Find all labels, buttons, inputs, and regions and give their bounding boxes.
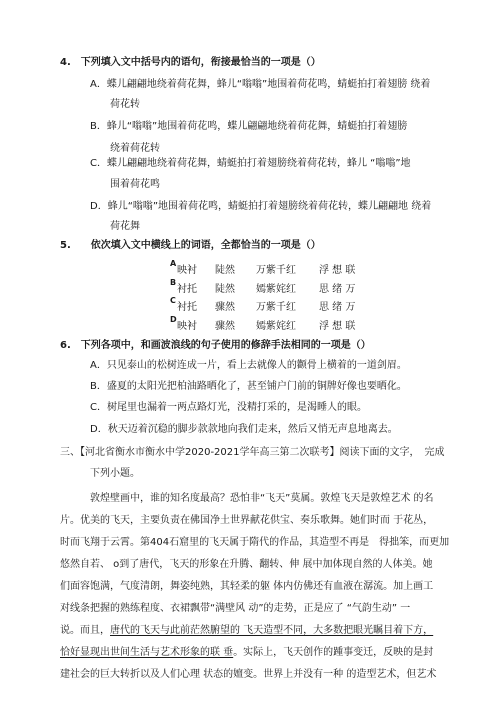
passage-text: 。实际上，飞天创作的踵事变迁，反映的是封 xyxy=(233,647,434,658)
section-heading-line2: 下列小题。 xyxy=(90,468,140,479)
section-heading: 三、【河北省衡水市衡水中学2020-2021学年高三第二次联考】阅读下面的文字， 完成 xyxy=(60,447,445,458)
passage-line: 时而飞翔于云霄。第404石窟里的飞天属于隋代的作品，其造型不再是 得拙笨，而更加 xyxy=(60,537,450,548)
q5-word-4: 浮 想 联 xyxy=(319,321,356,332)
passage-line: 敦煌壁画中，谁的知名度最高？恐怕非“飞天”莫属。敦煌飞天是敦煌艺术 的名 xyxy=(90,493,434,504)
q5-word-4: 思 绪 万 xyxy=(319,302,356,313)
q5-word-3: 嫣紫姹红 xyxy=(256,321,296,332)
q4-option-a-line2: 荷花转 xyxy=(110,99,140,110)
q5-word-1: 衬托 xyxy=(177,284,197,295)
q6-title: 6. 下列各项中，和画波浪线的句子使用的修辞手法相同的一项是（） xyxy=(60,340,371,351)
q4-option-a-line1: A．蝶儿翩翩地绕着荷花舞，蜂儿“嗡嗡”地围着荷花鸣，蜻蜓拍打着翅膀 绕着 xyxy=(90,79,431,90)
q5-word-1: 衬托 xyxy=(177,302,197,313)
q4-option-b-line2: 绕着荷花转 xyxy=(110,143,160,154)
q4-option-d-line2: 荷花舞 xyxy=(110,221,140,232)
q5-word-4: 思 绪 万 xyxy=(319,284,356,295)
q5-word-2: 骤然 xyxy=(215,321,235,332)
passage-line: 悠然自若、 o到了唐代，飞天的形象在升腾、翻转、伸 展中加体现自然的人体美。她 xyxy=(60,559,433,570)
q6-option-d: D．秋天迈着沉稳的脚步款款地向我们走来，然后又悄无声息地离去。 xyxy=(90,424,398,435)
passage-line xyxy=(60,624,433,638)
q4-option-c-line1: C．蝶儿翩翩地绕着荷花舞，蜻蜓拍打着翅膀绕着荷花转，蜂儿 “嗡嗡”地 xyxy=(90,158,411,169)
q6-option-b: B．盛夏的太阳光把柏油路晒化了，甚至铺户门前的铜牌好像也要晒化。 xyxy=(90,381,407,392)
q5-word-1: 映衬 xyxy=(177,265,197,276)
passage-line xyxy=(60,646,433,660)
q6-option-c: C．树尾里也漏着一两点路灯光，没精打采的，是渴睡人的眼。 xyxy=(90,402,367,413)
q5-title: 5. 依次填入文中横线上的词语，全都恰当的一项是（） xyxy=(60,240,321,251)
q5-word-3: 嫣紫姹红 xyxy=(256,284,296,295)
q4-option-c-line2: 围着荷花鸣 xyxy=(110,179,160,190)
underlined-sentence: 唐代的飞天与此前茫然腑望的 飞天造型不同，大多数把眼光瞩目着下方， xyxy=(110,625,434,636)
q5-option-letter: D xyxy=(170,315,177,324)
passage-line: 建社会的巨大转折以及人们心理 状态的嬗变。世界上并没有一种 的造型艺术，但艺术 xyxy=(60,669,437,680)
underlined-sentence: 恰好显现出世间生活与艺术形象的联 垂 xyxy=(60,647,234,658)
q6-option-a: A．只见泰山的松树连成一片，看上去就像人的颧骨上横着的一道剑眉。 xyxy=(90,360,407,371)
passage-line: 片。优美的飞天，主要负责在佛国净土世界献花供宝、奏乐歌舞。她们时而 于花丛， xyxy=(60,515,434,526)
passage-line: 们面容饱满，气度清朗，舞姿纯熟，其轻柔的躯 体内仿佛还有血液在潺流。加上画工 xyxy=(60,581,434,592)
q4-option-d-line1: D．蜂儿“嗡嗡”地围着荷花鸣，蜻蜓拍打着翅膀绕着荷花转，蝶儿翩翩地 绕着 xyxy=(90,201,432,212)
q5-word-3: 万紫千红 xyxy=(256,265,296,276)
q5-option-letter: C xyxy=(170,296,176,305)
q4-title: 4. 下列填入文中括号内的语句，衔接最恰当的一项是（） xyxy=(60,57,321,68)
q5-option-letter: B xyxy=(170,278,177,287)
q5-word-2: 陡然 xyxy=(215,265,235,276)
passage-text: 说。而且， xyxy=(60,625,110,636)
passage-line: 对线条把握的熟练程度、衣裙飘带“满壁风 动”的走势，正是应了 “气韵生动” 一 xyxy=(60,603,411,614)
q5-word-3: 万紫千红 xyxy=(256,302,296,313)
q5-word-1: 映衬 xyxy=(177,321,197,332)
q5-word-2: 骤然 xyxy=(215,302,235,313)
q5-word-4: 浮 想 联 xyxy=(319,265,356,276)
q5-option-letter: A xyxy=(170,259,177,268)
q4-option-b-line1: B．蜂儿“嗡嗡”地围着荷花鸣，蝶儿翩翩地绕着荷花舞，蜻蜓拍打着翅膀 xyxy=(90,121,408,132)
q5-word-2: 陡然 xyxy=(215,284,235,295)
